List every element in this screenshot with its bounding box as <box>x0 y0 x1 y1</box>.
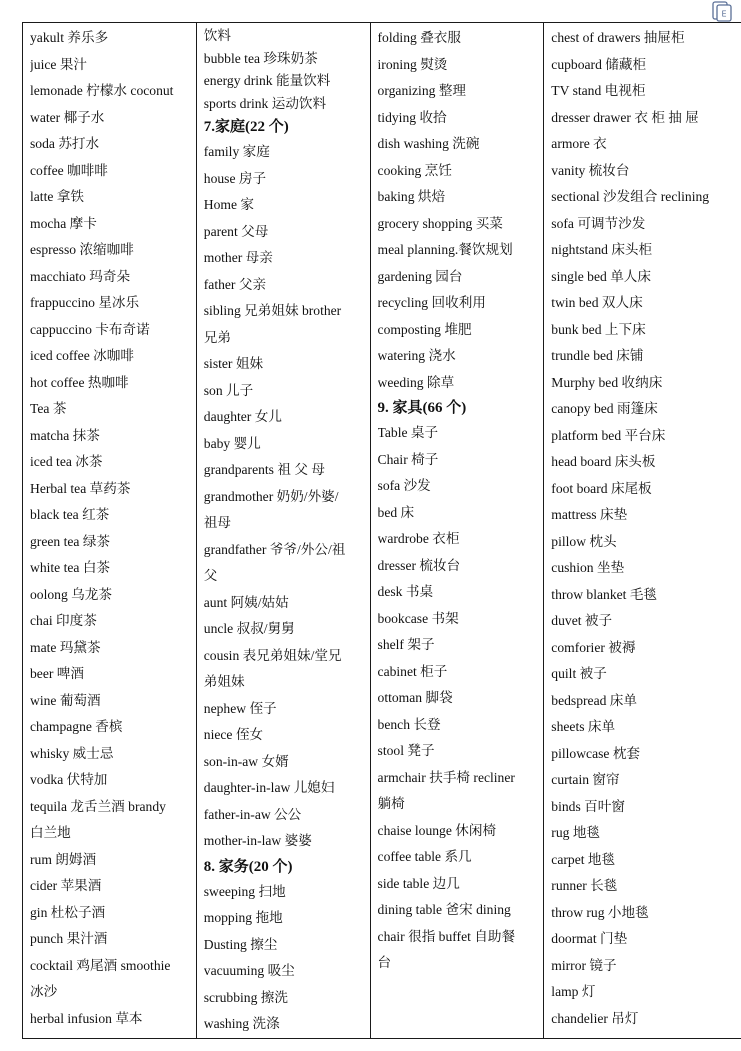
vocab-line: coffee table 系几 <box>377 849 472 864</box>
vocab-line: oolong 乌龙茶 <box>30 586 112 602</box>
vocab-line: sofa 沙发 <box>377 478 431 493</box>
vocab-line: tidying 收拾 <box>377 109 447 125</box>
column-3 <box>371 23 545 1038</box>
vocab-line: 父 <box>203 568 218 583</box>
vocab-line: comforier 被褥 <box>551 639 636 655</box>
vocab-line: nightstand 床头柜 <box>551 242 653 257</box>
vocab-line: pillowcase 枕套 <box>551 745 641 761</box>
vocab-line: iced tea 冰茶 <box>30 454 103 469</box>
vocab-line: 冰沙 <box>30 984 58 999</box>
vocab-line: father 父亲 <box>203 276 267 292</box>
vocab-line: grandfather 爷爷/外公/祖 <box>203 541 346 557</box>
vocab-line: coffee 咖啡啡 <box>30 162 108 178</box>
vocab-line: dresser drawer 衣 柜 抽 屉 <box>551 109 699 125</box>
vocab-line: 饮料 <box>203 28 231 43</box>
vocab-line: cappuccino 卡布奇诺 <box>30 321 150 337</box>
vocab-line: sibling 兄弟姐妹 brother <box>203 303 342 318</box>
vocab-line: head board 床头板 <box>551 454 656 469</box>
vocab-line: cupboard 储藏柜 <box>551 56 647 72</box>
vocab-line: weeding 除草 <box>377 374 455 390</box>
vocab-line: macchiato 玛奇朵 <box>30 268 131 284</box>
vocab-line: shelf 架子 <box>377 637 435 652</box>
vocabulary-table <box>22 22 741 1039</box>
vocab-line: latte 拿铁 <box>30 189 84 204</box>
vocab-line: wine 葡萄酒 <box>30 692 101 708</box>
vocab-line: black tea 红茶 <box>30 507 110 522</box>
vocab-line: 弟姐妹 <box>203 674 245 689</box>
vocab-line: bedspread 床单 <box>551 692 637 708</box>
vocab-line: cousin 表兄弟姐妹/堂兄 <box>203 647 342 663</box>
vocab-line: TV stand 电视柜 <box>551 83 646 98</box>
vocab-line: baby 婴儿 <box>203 435 261 451</box>
vocab-line: armore 衣 <box>551 136 607 151</box>
vocab-line: baking 烘焙 <box>377 189 446 204</box>
vocab-line: dresser 梳妆台 <box>377 557 461 573</box>
vocab-line: bunk bed 上下床 <box>551 321 646 337</box>
vocab-line: trundle bed 床铺 <box>551 348 644 363</box>
vocab-line: 躺椅 <box>377 796 405 811</box>
vocab-line: organizing 整理 <box>377 83 467 98</box>
vocab-line: sofa 可调节沙发 <box>551 215 646 231</box>
vocab-line: quilt 被子 <box>551 666 607 681</box>
vocab-line: espresso 浓缩咖啡 <box>30 242 134 257</box>
vocab-line: parent 父母 <box>203 223 269 239</box>
vocab-line: grandparents 祖 父 母 <box>203 462 325 477</box>
vocab-line: energy drink 能量饮料 <box>203 73 331 88</box>
vocab-line: mocha 摩卡 <box>30 215 97 231</box>
vocab-line: whisky 威士忌 <box>30 745 114 761</box>
vocab-line: daughter-in-law 儿媳妇 <box>203 780 335 795</box>
vocab-line: mattress 床垫 <box>551 507 628 522</box>
vocab-line: single bed 单人床 <box>551 268 651 284</box>
vocab-line: hot coffee 热咖啡 <box>30 374 129 390</box>
vocab-line: aunt 阿姨/姑姑 <box>203 594 289 610</box>
vocab-line: grocery shopping 买菜 <box>377 215 503 231</box>
vocab-line: punch 果汁酒 <box>30 931 108 946</box>
vocab-line: champagne 香槟 <box>30 719 123 734</box>
vocab-line: cider 苹果酒 <box>30 878 102 893</box>
vocab-line: bookcase 书架 <box>377 610 459 626</box>
vocab-line: mirror 镜子 <box>551 957 617 973</box>
vocab-line: Dusting 擦尘 <box>203 936 278 952</box>
vocab-line: tequila 龙舌兰酒 brandy <box>30 798 166 814</box>
vocab-line: nephew 侄子 <box>203 700 277 716</box>
vocab-line: runner 长毯 <box>551 878 618 893</box>
vocab-line: house 房子 <box>203 170 267 186</box>
vocab-line: matcha 抹茶 <box>30 427 100 443</box>
vocab-line: Herbal tea 草药茶 <box>30 480 131 496</box>
vocab-line: rug 地毯 <box>551 825 601 840</box>
vocab-line: vodka 伏特加 <box>30 772 108 787</box>
vocab-line: rum 朗姆酒 <box>30 851 97 867</box>
vocab-line: yakult 养乐多 <box>30 30 109 45</box>
vocab-line: dish washing 洗碗 <box>377 136 480 151</box>
vocab-line: ottoman 脚袋 <box>377 690 453 705</box>
vocab-line: herbal infusion 草本 <box>30 1010 143 1026</box>
vocab-line: foot board 床尾板 <box>551 480 652 496</box>
vocab-line: beer 啤酒 <box>30 666 84 681</box>
vocab-line: chaise lounge 休闲椅 <box>377 822 497 838</box>
vocab-line: mate 玛黛茶 <box>30 639 101 655</box>
vocab-line: sister 姐妹 <box>203 356 264 371</box>
vocab-line: binds 百叶窗 <box>551 798 625 814</box>
vocab-line: throw rug 小地毯 <box>551 904 649 920</box>
vocab-line: curtain 窗帘 <box>551 772 620 787</box>
vocab-line: mother-in-law 婆婆 <box>203 833 312 848</box>
vocab-line: sectional 沙发组合 reclining <box>551 189 710 204</box>
vocab-line: 祖母 <box>203 515 231 530</box>
vocab-line: throw blanket 毛毯 <box>551 586 658 602</box>
vocab-line: Chair 椅子 <box>377 451 439 467</box>
vocab-line: bed 床 <box>377 504 415 520</box>
vocab-line: frappuccino 星冰乐 <box>30 295 140 310</box>
vocab-line: side table 边几 <box>377 875 460 891</box>
vocab-line: armchair 扶手椅 recliner <box>377 769 515 785</box>
vocab-line: canopy bed 雨篷床 <box>551 401 658 416</box>
vocab-line: 白兰地 <box>30 825 71 840</box>
vocab-line: 兄弟 <box>203 329 231 345</box>
vocab-line: dining table 爸宋 dining <box>377 902 511 917</box>
vocab-line: stool 凳子 <box>377 743 435 758</box>
vocab-line: gin 杜松子酒 <box>30 904 106 920</box>
vocab-line: pillow 枕头 <box>551 533 617 549</box>
vocab-line: scrubbing 擦洗 <box>203 989 288 1005</box>
column-1 <box>23 23 197 1038</box>
vocab-line: sports drink 运动饮料 <box>203 95 327 111</box>
vocab-line: bubble tea 珍珠奶茶 <box>203 50 318 66</box>
vocab-line: folding 叠衣服 <box>377 30 461 45</box>
vocab-line: vacuuming 吸尘 <box>203 963 295 978</box>
vocab-line: Home 家 <box>203 197 254 212</box>
vocab-line: platform bed 平台床 <box>551 427 666 443</box>
vocab-line: watering 浇水 <box>377 348 456 363</box>
vocab-line: desk 书桌 <box>377 584 434 599</box>
vocab-line: bench 长登 <box>377 716 441 732</box>
vocab-line: family 家庭 <box>203 144 270 159</box>
document-icon[interactable] <box>711 0 733 22</box>
vocab-line: mopping 拖地 <box>203 910 283 925</box>
vocab-line: chandelier 吊灯 <box>551 1010 639 1026</box>
vocab-line: Tea 茶 <box>30 401 67 416</box>
vocab-line: recycling 回收利用 <box>377 295 486 310</box>
vocab-line: composting 堆肥 <box>377 321 472 337</box>
section-heading: 9. 家具(66 个) <box>377 400 467 416</box>
vocab-line: carpet 地毯 <box>551 851 616 867</box>
vocab-line: doormat 门垫 <box>551 931 628 946</box>
vocab-line: uncle 叔叔/舅舅 <box>203 621 295 636</box>
vocab-line: washing 洗涤 <box>203 1016 280 1031</box>
vocab-line: duvet 被子 <box>551 613 613 628</box>
vocab-line: lemonade 柠檬水 coconut <box>30 83 174 98</box>
vocab-line: chai 印度茶 <box>30 613 97 628</box>
vocab-line: water 椰子水 <box>30 109 105 125</box>
vocab-line: green tea 绿茶 <box>30 533 111 549</box>
vocab-line: grandmother 奶奶/外婆/ <box>203 488 339 504</box>
vocab-line: daughter 女儿 <box>203 409 282 424</box>
vocab-line: gardening 园台 <box>377 268 463 284</box>
vocab-line: Table 桌子 <box>377 425 439 440</box>
vocab-line: iced coffee 冰咖啡 <box>30 348 134 363</box>
column-4 <box>544 23 741 1038</box>
vocab-line: sweeping 扫地 <box>203 883 286 899</box>
vocab-line: soda 苏打水 <box>30 136 100 151</box>
vocab-line: chair 很指 buffet 自助餐 <box>377 928 516 944</box>
column-2 <box>197 23 371 1038</box>
vocab-line: lamp 灯 <box>551 984 596 999</box>
vocab-line: cooking 烹饪 <box>377 162 452 178</box>
vocab-line: juice 果汁 <box>30 56 88 72</box>
section-heading: 7.家庭(22 个) <box>203 119 289 135</box>
vocab-line: father-in-aw 公公 <box>203 806 302 822</box>
vocab-line: ironing 熨烫 <box>377 56 448 72</box>
vocab-line: meal planning.餐饮规划 <box>377 242 513 257</box>
vocab-line: son 儿子 <box>203 382 254 398</box>
vocab-line: white tea 白茶 <box>30 560 111 575</box>
svg-text:E: E <box>721 9 727 19</box>
vocab-line: cushion 坐垫 <box>551 560 625 575</box>
vocab-line: vanity 梳妆台 <box>551 162 630 178</box>
vocab-line: chest of drawers 抽屉柜 <box>551 30 685 45</box>
section-heading: 8. 家务(20 个) <box>203 858 293 875</box>
vocab-line: cabinet 柜子 <box>377 663 448 679</box>
vocab-line: Murphy bed 收纳床 <box>551 374 663 390</box>
vocab-line: sheets 床单 <box>551 719 616 734</box>
vocab-line: wardrobe 衣柜 <box>377 531 460 546</box>
vocab-line: cocktail 鸡尾酒 smoothie <box>30 957 171 973</box>
vocab-line: son-in-aw 女婿 <box>203 753 289 769</box>
vocab-line: twin bed 双人床 <box>551 295 643 310</box>
vocab-line: niece 侄女 <box>203 727 264 742</box>
vocab-line: 台 <box>377 955 392 970</box>
vocab-line: mother 母亲 <box>203 250 273 265</box>
